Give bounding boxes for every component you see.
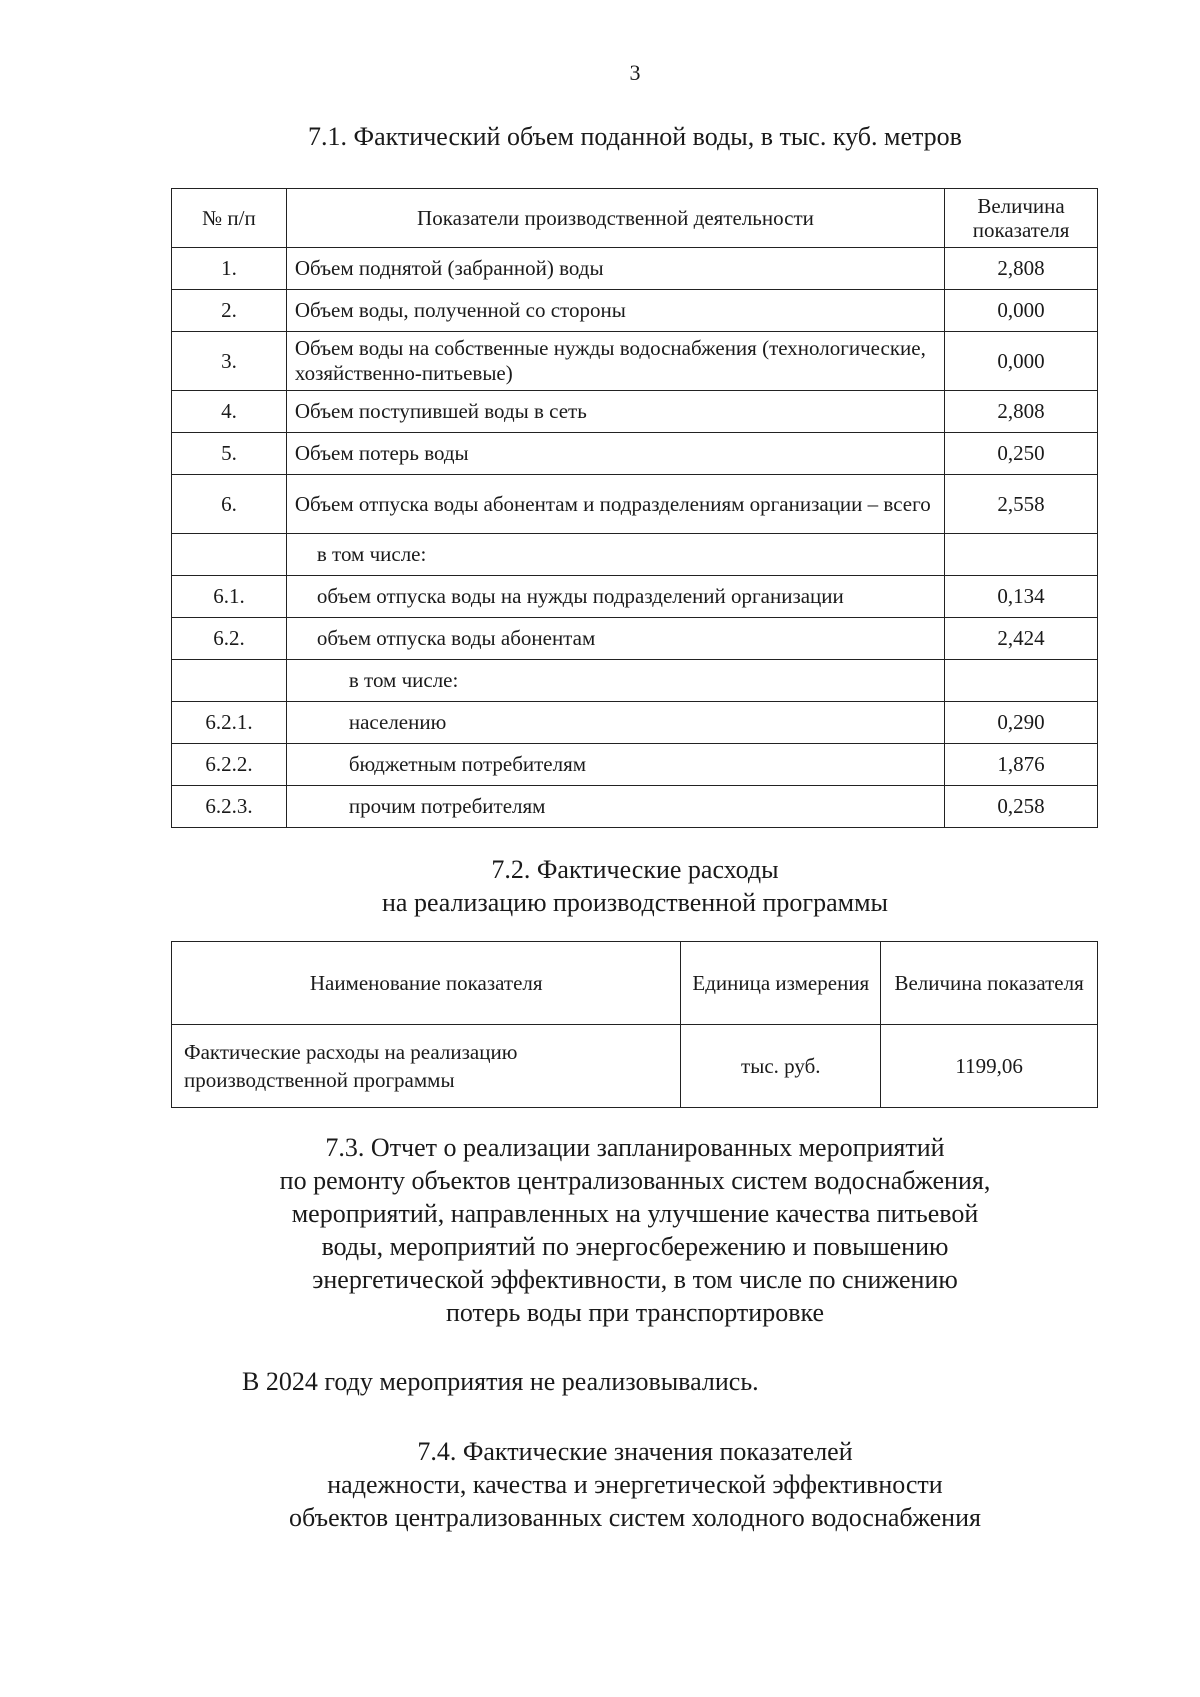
expense-name: Фактические расходы на реализацию производственной программы (172, 1025, 681, 1108)
row-num (172, 534, 287, 576)
table-row (172, 332, 1098, 391)
table-row (172, 576, 1098, 618)
row-label: Объем отпуска воды абонентам и подразделениям организации – всего (286, 475, 944, 534)
table-row (172, 618, 1098, 660)
header-unit: Единица измерения (681, 942, 881, 1025)
section-7-2-title-line: на реализацию производственной программы (381, 888, 888, 917)
row-num: 1. (172, 248, 287, 290)
table-row (172, 744, 1098, 786)
section-7-3-title-line: воды, мероприятий по энергосбережению и повышению (321, 1232, 949, 1261)
section-7-3-title-line: энергетической эффективности, в том числе по снижению (312, 1265, 958, 1294)
row-num: 3. (172, 332, 287, 391)
table-row (172, 660, 1098, 702)
row-value: 0,000 (945, 332, 1098, 391)
section-7-1-title: 7.1. Фактический объем поданной воды, в тыс. куб. метров (308, 122, 962, 151)
section-7-4-title-line: объектов централизованных систем холодного водоснабжения (289, 1503, 981, 1532)
section-7-4-title-line: надежности, качества и энергетической эффективности (327, 1470, 943, 1499)
row-value: 0,290 (945, 702, 1098, 744)
row-num: 6.2. (172, 618, 287, 660)
row-value: 0,000 (945, 290, 1098, 332)
row-label: объем отпуска воды на нужды подразделений организации (286, 576, 944, 618)
section-7-4-title-line: 7.4. Фактические значения показателей (417, 1437, 853, 1466)
section-7-3-title-line: по ремонту объектов централизованных систем водоснабжения, (279, 1166, 991, 1195)
section-7-4-title (0, 1435, 1200, 1534)
row-value: 1,876 (945, 744, 1098, 786)
section-7-3-title-line: мероприятий, направленных на улучшение качества питьевой (291, 1199, 979, 1228)
header-indicator: Показатели производственной деятельности (286, 189, 944, 248)
row-num: 4. (172, 391, 287, 433)
section-7-3-title (0, 1131, 1200, 1329)
row-label: прочим потребителям (286, 786, 944, 828)
header-value: Величина показателя (881, 942, 1098, 1025)
table-row (172, 391, 1098, 433)
section-7-2-title (0, 853, 1200, 919)
section-7-2-title-line: 7.2. Фактические расходы (491, 855, 779, 884)
table-row (172, 248, 1098, 290)
row-label: в том числе: (286, 660, 944, 702)
page-number: 3 (629, 60, 641, 85)
header-value: Величина показателя (945, 189, 1098, 248)
row-value: 2,808 (945, 248, 1098, 290)
row-value: 2,558 (945, 475, 1098, 534)
table-row (172, 290, 1098, 332)
row-value: 0,134 (945, 576, 1098, 618)
expense-unit: тыс. руб. (681, 1025, 881, 1108)
row-num: 6. (172, 475, 287, 534)
row-label: Объем поступившей воды в сеть (286, 391, 944, 433)
water-volume-table (171, 188, 1098, 828)
section-7-3-title-line: 7.3. Отчет о реализации запланированных мероприятий (325, 1133, 945, 1162)
row-value (945, 660, 1098, 702)
table-row (172, 534, 1098, 576)
section-7-3-title-line: потерь воды при транспортировке (445, 1298, 825, 1327)
header-num: № п/п (172, 189, 287, 248)
row-num: 6.2.3. (172, 786, 287, 828)
row-num: 2. (172, 290, 287, 332)
row-label: объем отпуска воды абонентам (286, 618, 944, 660)
table-header-row (172, 942, 1098, 1025)
row-value: 2,808 (945, 391, 1098, 433)
expenses-table (171, 941, 1098, 1108)
row-num (172, 660, 287, 702)
table-row (172, 433, 1098, 475)
expense-value: 1199,06 (881, 1025, 1098, 1108)
row-label: Объем потерь воды (286, 433, 944, 475)
row-label: в том числе: (286, 534, 944, 576)
row-value: 2,424 (945, 618, 1098, 660)
table-row (172, 475, 1098, 534)
row-num: 6.2.1. (172, 702, 287, 744)
section-7-3-text: В 2024 году мероприятия не реализовывались. (242, 1367, 759, 1396)
row-value: 0,258 (945, 786, 1098, 828)
row-num: 6.1. (172, 576, 287, 618)
table-row (172, 1025, 1098, 1108)
row-label: населению (286, 702, 944, 744)
table-row (172, 786, 1098, 828)
row-value (945, 534, 1098, 576)
row-label: Объем воды на собственные нужды водоснабжения (технологические, хозяйственно-питьевые) (286, 332, 944, 391)
row-label: Объем поднятой (забранной) воды (286, 248, 944, 290)
table-header-row (172, 189, 1098, 248)
table-row (172, 702, 1098, 744)
row-label: Объем воды, полученной со стороны (286, 290, 944, 332)
row-num: 6.2.2. (172, 744, 287, 786)
row-value: 0,250 (945, 433, 1098, 475)
row-num: 5. (172, 433, 287, 475)
row-label: бюджетным потребителям (286, 744, 944, 786)
header-name: Наименование показателя (172, 942, 681, 1025)
